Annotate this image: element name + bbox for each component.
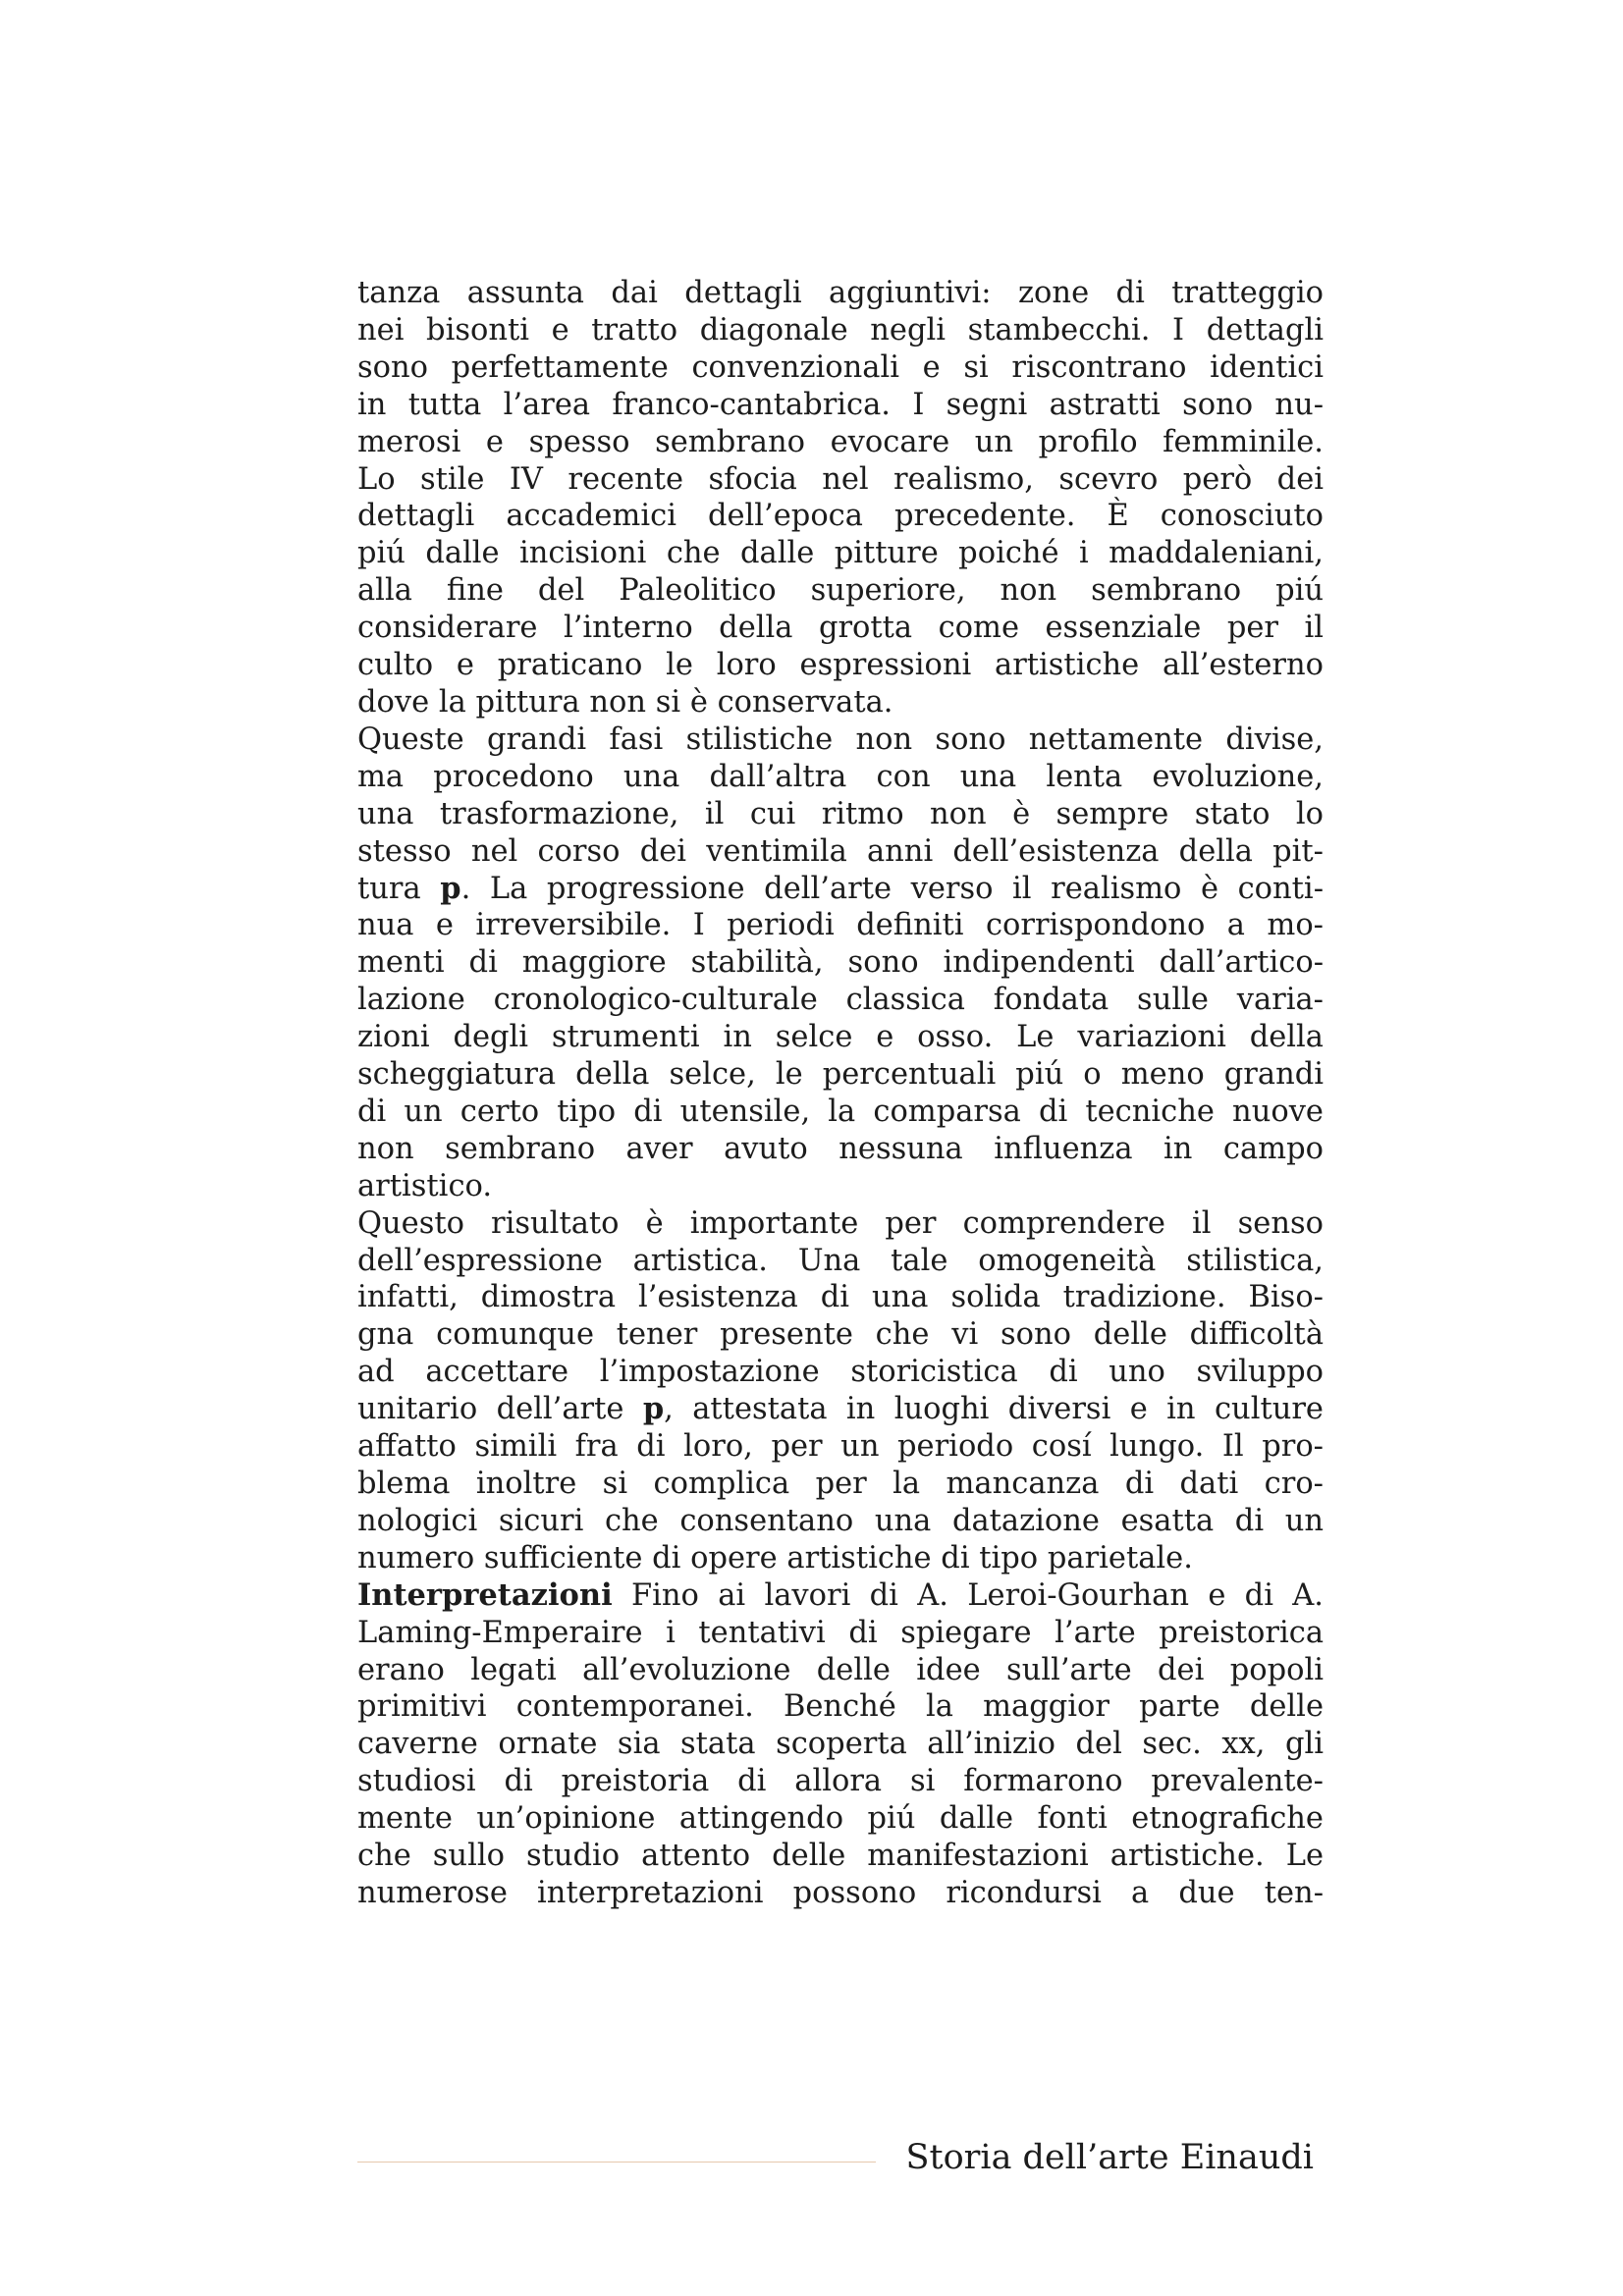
text-line: affatto simili fra di loro, per un periodo cosí lungo. Il pro- — [357, 1429, 1324, 1465]
text-line: unitario dell’arte p, attestata in luoghi diversi e in culture — [357, 1391, 1324, 1427]
text-line: Queste grandi fasi stilistiche non sono nettamente divise, — [357, 721, 1324, 757]
footer-divider — [357, 2162, 876, 2163]
text-line: merosi e spesso sembrano evocare un profilo femminile. — [357, 424, 1324, 459]
text-line: infatti, dimostra l’esistenza di una solida tradizione. Biso- — [357, 1280, 1324, 1315]
text-line: mente un’opinione attingendo piú dalle fonti etnografiche — [357, 1801, 1324, 1837]
text-line: gna comunque tener presente che vi sono delle difficoltà — [357, 1317, 1324, 1353]
paragraph-3 — [357, 1205, 1324, 1577]
text-line: studiosi di preistoria di allora si formarono prevalente- — [357, 1764, 1324, 1799]
text-line: nua e irreversibile. I periodi definiti corrispondono a mo- — [357, 908, 1324, 943]
text-line: numero sufficiente di opere artistiche di tipo parietale. — [357, 1540, 1193, 1575]
text-line: caverne ornate sia stata scoperta all’inizio del sec. xx, gli — [357, 1727, 1324, 1762]
text-line: blema inoltre si complica per la mancanza di dati cro- — [357, 1467, 1324, 1501]
text-line: ad accettare l’impostazione storicistica di uno sviluppo — [357, 1355, 1324, 1390]
text-line: stesso nel corso dei ventimila anni dell’esistenza della pit- — [357, 833, 1324, 869]
text-line: nei bisonti e tratto diagonale negli stambecchi. I dettagli — [357, 312, 1324, 347]
paragraph-4 — [357, 1577, 1324, 1912]
text-line: che sullo studio attento delle manifestazioni artistiche. Le — [357, 1839, 1324, 1874]
text-line: non sembrano aver avuto nessuna influenza in campo — [357, 1131, 1324, 1166]
text-line: dove la pittura non si è conservata. — [357, 684, 893, 720]
text-line: culto e praticano le loro espressioni artistiche all’esterno — [357, 648, 1324, 683]
text-line: artistico. — [357, 1168, 493, 1203]
section-lead: Interpretazioni — [357, 1576, 613, 1613]
text-line: erano legati all’evoluzione delle idee sull’arte dei popoli — [357, 1652, 1324, 1687]
text-line: piú dalle incisioni che dalle pitture poiché i maddaleniani, — [357, 536, 1324, 571]
lead-line-rest: Fino ai lavori di A. Leroi-Gourhan e di A. — [612, 1577, 1324, 1613]
text-line: menti di maggiore stabilità, sono indipendenti dall’artico- — [357, 945, 1324, 981]
text-line: ma procedono una dall’altra con una lenta evoluzione, — [357, 759, 1324, 794]
text-line: nologici sicuri che consentano una datazione esatta di un — [357, 1503, 1324, 1538]
text-line: lazione cronologico-culturale classica fondata sulle varia- — [357, 983, 1324, 1018]
text-line: dettagli accademici dell’epoca precedente. È conosciuto — [357, 499, 1324, 534]
footer-publication-title: Storia dell’arte Einaudi — [905, 2138, 1314, 2177]
text-line: di un certo tipo di utensile, la comparsa di tecniche nuove — [357, 1094, 1324, 1129]
text-line: zioni degli strumenti in selce e osso. Le variazioni della — [357, 1020, 1324, 1055]
text-line: una trasformazione, il cui ritmo non è sempre stato lo — [357, 796, 1324, 831]
body-text — [357, 275, 1324, 1912]
text-line: tanza assunta dai dettagli aggiuntivi: zone di tratteggio — [357, 276, 1324, 310]
text-line — [357, 1577, 1324, 1615]
text-line: dell’espressione artistica. Una tale omogeneità stilistica, — [357, 1243, 1324, 1278]
paragraph-2 — [357, 721, 1324, 1205]
text-line: alla fine del Paleolitico superiore, non sembrano piú — [357, 573, 1324, 609]
text-line: Laming-Emperaire i tentativi di spiegare l’arte preistorica — [357, 1615, 1324, 1650]
text-line: Questo risultato è importante per comprendere il senso — [357, 1205, 1324, 1241]
text-line: scheggiatura della selce, le percentuali piú o meno grandi — [357, 1057, 1324, 1093]
text-line: in tutta l’area franco-cantabrica. I segni astratti sono nu- — [357, 387, 1324, 422]
text-line: tura p. La progressione dell’arte verso il realismo è conti- — [357, 870, 1324, 906]
text-line: sono perfettamente convenzionali e si riscontrano identici — [357, 349, 1324, 385]
text-line: primitivi contemporanei. Benché la maggior parte delle — [357, 1689, 1324, 1725]
text-line: Lo stile IV recente sfocia nel realismo, scevro però dei — [357, 461, 1324, 497]
text-line: numerose interpretazioni possono ricondursi a due ten- — [357, 1875, 1324, 1910]
text-line: considerare l’interno della grotta come essenziale per il — [357, 611, 1324, 646]
paragraph-1 — [357, 275, 1324, 721]
